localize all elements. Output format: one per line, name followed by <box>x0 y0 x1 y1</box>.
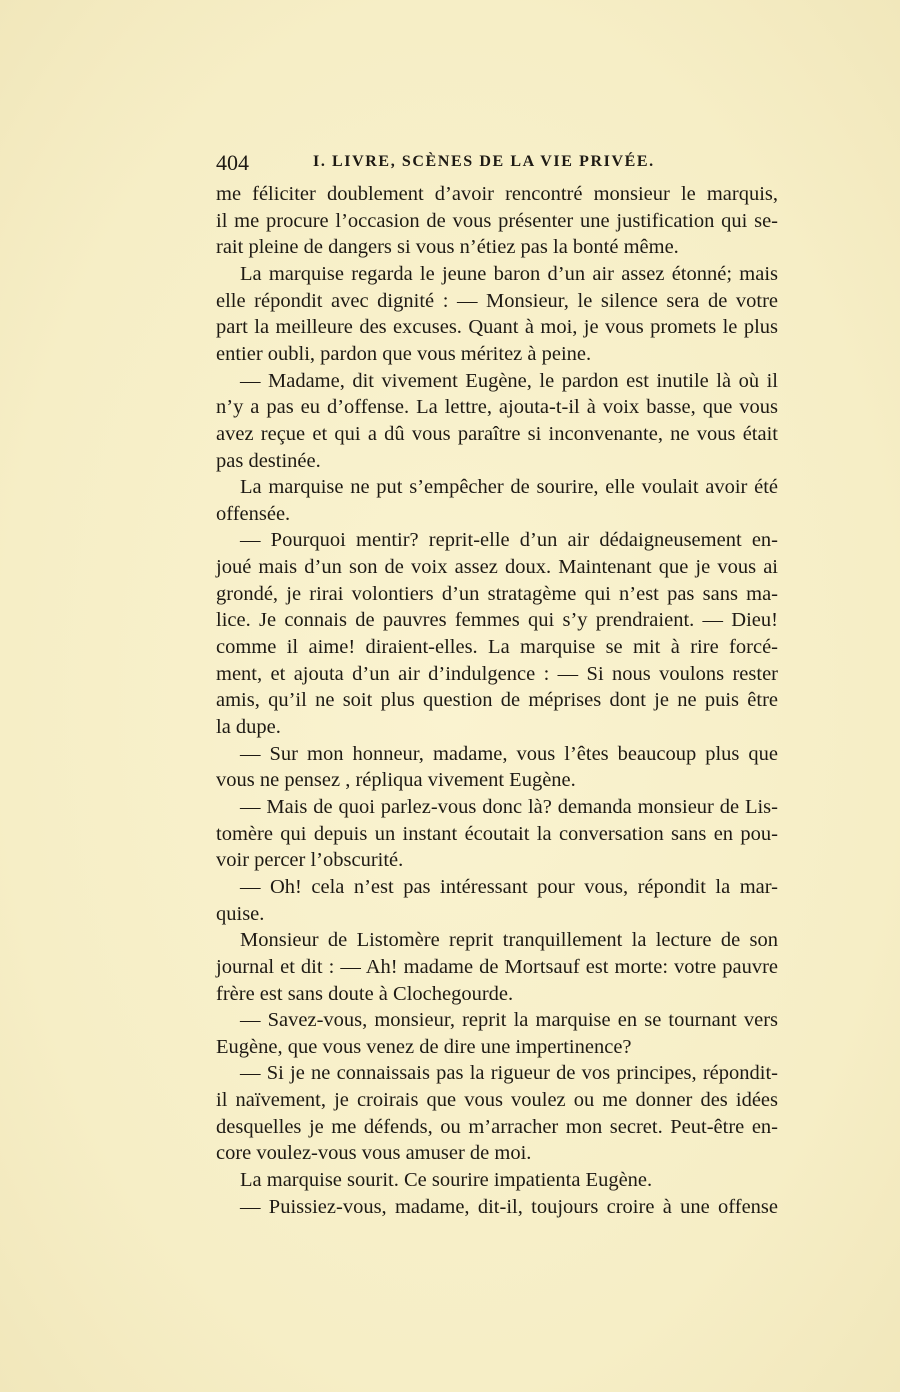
text-line: frère est sans doute à Clochegourde. <box>216 982 514 1005</box>
text-line: — Sur mon honneur, madame, vous l’êtes beaucoup plus que <box>240 742 778 765</box>
text-line: journal et dit : — Ah! madame de Mortsauf est morte: votre pauvre <box>216 955 778 978</box>
text-line: La marquise ne put s’empêcher de sourire, elle voulait avoir été <box>240 476 778 499</box>
text-line: voir percer l’obscurité. <box>216 849 404 872</box>
text-line: pas destinée. <box>216 449 321 472</box>
text-line: tomère qui depuis un instant écoutait la conversation sans en pou- <box>216 822 778 845</box>
text-line: — Madame, dit vivement Eugène, le pardon est inutile là où il <box>240 369 778 392</box>
text-line: rait pleine de dangers si vous n’étiez pas la bonté même. <box>216 236 679 259</box>
text-line: comme il aime! diraient-elles. La marquise se mit à rire forcé- <box>216 636 778 659</box>
text-line: ment, et ajouta d’un air d’indulgence : — Si nous voulons rester <box>216 662 778 685</box>
text-line: vous ne pensez , répliqua vivement Eugène. <box>216 769 576 792</box>
text-line: il naïvement, je croirais que vous voulez ou me donner des idées <box>216 1089 778 1112</box>
text-line: n’y a pas eu d’offense. La lettre, ajouta-t-il à voix basse, que vous <box>216 396 778 419</box>
text-line: — Pourquoi mentir? reprit-elle d’un air dédaigneusement en- <box>240 529 778 552</box>
text-line: Eugène, que vous venez de dire une impertinence? <box>216 1035 632 1058</box>
text-line: desquelles je me défends, ou m’arracher mon secret. Peut-être en- <box>216 1115 778 1138</box>
text-line: lice. Je connais de pauvres femmes qui s’y prendraient. — Dieu! <box>216 609 778 632</box>
text-line: — Savez-vous, monsieur, reprit la marquise en se tournant vers <box>240 1009 778 1032</box>
text-line: Monsieur de Listomère reprit tranquillement la lecture de son <box>240 929 778 952</box>
text-line: la dupe. <box>216 716 281 738</box>
text-line: me féliciter doublement d’avoir rencontré monsieur le marquis, <box>216 183 778 205</box>
text-line: amis, qu’il ne soit plus question de méprises dont je ne puis être <box>216 689 778 712</box>
text-line: quise. <box>216 902 265 925</box>
text-line: avez reçue et qui a dû vous paraître si inconvenante, ne vous était <box>216 422 778 445</box>
running-title: I. LIVRE, SCÈNES DE LA VIE PRIVÉE. <box>313 153 655 170</box>
text-line: — Si je ne connaissais pas la rigueur de vos principes, répondit- <box>240 1062 778 1085</box>
text-line: joué mais d’un son de voix assez doux. Maintenant que je vous ai <box>216 556 778 579</box>
text-line: il me procure l’occasion de vous présenter une justification qui se- <box>216 209 778 232</box>
text-line: grondé, je rirai volontiers d’un stratagème qui n’est pas sans ma- <box>216 582 778 605</box>
text-line: — Oh! cela n’est pas intéressant pour vous, répondit la mar- <box>240 875 778 898</box>
page-number: 404 <box>216 150 249 175</box>
text-line: offensée. <box>216 502 291 525</box>
text-line: — Puissiez-vous, madame, dit-il, toujours croire à une offense <box>240 1195 778 1218</box>
text-line: La marquise regarda le jeune baron d’un air assez étonné; mais <box>240 262 778 285</box>
page-header <box>216 150 778 178</box>
text-line: La marquise sourit. Ce sourire impatienta Eugène. <box>240 1169 653 1192</box>
text-line: entier oubli, pardon que vous méritez à peine. <box>216 342 592 365</box>
text-line: part la meilleure des excuses. Quant à moi, je vous promets le plus <box>216 316 778 339</box>
text-line: — Mais de quoi parlez-vous donc là? demanda monsieur de Lis- <box>240 795 778 818</box>
text-line: core voulez-vous vous amuser de moi. <box>216 1142 532 1165</box>
text-line: elle répondit avec dignité : — Monsieur, le silence sera de votre <box>216 289 778 312</box>
